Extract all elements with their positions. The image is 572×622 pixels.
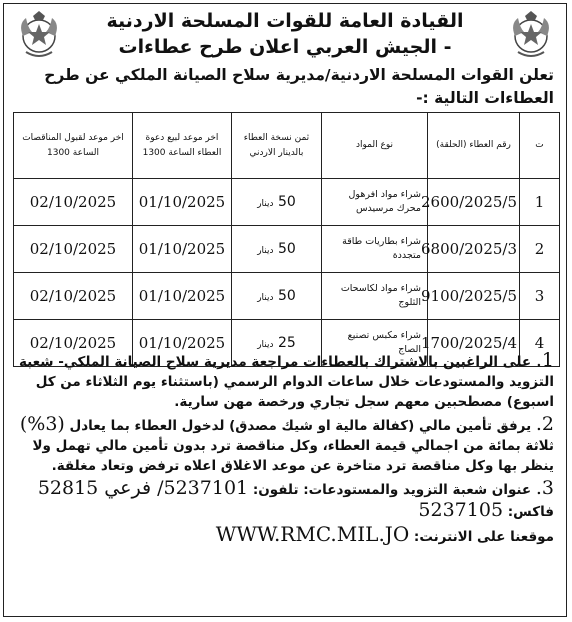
price-unit: دينار [257,199,274,209]
price-unit: دينار [257,293,274,303]
row-material: شراء مكبس تصنيع الصاج [322,320,428,367]
header-bid-number: رقم العطاء (الحلقة) [428,113,520,179]
note-1 [14,350,554,412]
price-value: 25 [277,335,296,351]
price-value: 50 [277,241,296,257]
jordan-armed-forces-emblem [508,10,554,60]
header-price: ثمن نسخة العطاء بالدينار الاردني [232,113,322,179]
note-3-label: عنوان شعبة التزويد والمستودعات: تلفون: [252,482,532,498]
website-link[interactable]: WWW.RMC.MIL.JO [215,522,410,546]
row-material: شراء مواد لكاسحات الثلوج [322,273,428,320]
price-unit: دينار [257,246,274,256]
table-row [14,179,560,226]
row-bid-number: 1700/2025/4 [428,320,520,367]
row-index: 1 [520,179,560,226]
note-1-text: على الراغبين بالاشتراك بالعطاءات مراجعة مديرية سلاح الصيانة الملكي- شعبة التزويد والمستودعات خلال ساعات الدوام الرسمي (باستثناء يوم الثلاثاء من كل اسبوع) مصطحبين معهم سجل تجاري ورخصة مهن سارية. [18,354,554,410]
table-row [14,226,560,273]
advertisement-frame [3,3,567,617]
note-1-number: 1. [535,349,554,371]
note-2-text-a: يرفق تأمين مالي (كفالة مالية او شيك مصدق) لدخول العطاء بما يعادل [69,418,532,434]
table-row [14,273,560,320]
phone-number: 5237101/ فرعي 52815 [37,477,249,499]
price-value: 50 [277,288,296,304]
row-index: 2 [520,226,560,273]
bids-table [13,112,560,367]
row-sale-deadline: 01/10/2025 [133,226,232,273]
price-value: 50 [277,194,296,210]
header-material: نوع المواد [322,113,428,179]
row-accept-deadline: 02/10/2025 [14,320,133,367]
intro-text: تعلن القوات المسلحة الاردنية/مديرية سلاح الصيانة الملكي عن طرح العطاءات التالية :- [44,66,554,107]
website-line [14,524,554,547]
row-accept-deadline: 02/10/2025 [14,273,133,320]
note-3 [14,478,554,522]
note-2 [14,414,554,476]
row-price [232,273,322,320]
jordan-armed-forces-emblem [16,10,62,60]
row-price [232,226,322,273]
row-sale-deadline: 01/10/2025 [133,273,232,320]
row-bid-number: 9100/2025/5 [428,273,520,320]
note-2-text-b: ثلاثة بمائة من اجمالي قيمة العطاء، وكل مناقصة ترد بدون تأمين مالي تهمل ولا ينظر بها وكل مناقصة ترد متاخرة عن موعد الاغلاق اعلاه ترفض وتعاد مغلقة. [32,438,554,474]
row-bid-number: 2600/2025/5 [428,179,520,226]
price-unit: دينار [257,340,274,350]
table-header-row [14,113,560,179]
row-bid-number: 6800/2025/3 [428,226,520,273]
notes-section [14,350,554,549]
note-2-percent: (3%) [19,413,65,435]
header-subtitle: - الجيش العربي اعلان طرح عطاءات [118,36,452,58]
header-index: ت [520,113,560,179]
fax-number: 5237105 [418,499,504,521]
note-2-number: 2. [535,413,554,435]
header-accept-deadline: اخر موعد لقبول المناقصات الساعة 1300 [14,113,133,179]
header-title: القيادة العامة للقوات المسلحة الاردنية [106,10,464,32]
announcement-header [68,8,502,60]
row-sale-deadline: 01/10/2025 [133,320,232,367]
row-accept-deadline: 02/10/2025 [14,179,133,226]
row-price [232,179,322,226]
row-accept-deadline: 02/10/2025 [14,226,133,273]
fax-label: فاكس: [507,504,554,520]
row-sale-deadline: 01/10/2025 [133,179,232,226]
header-sale-deadline: اخر موعد لبيع دعوة العطاء الساعة 1300 [133,113,232,179]
row-index: 3 [520,273,560,320]
row-material: شراء بطاريات طاقة متجددة [322,226,428,273]
note-3-number: 3. [535,477,554,499]
row-material: شراء مواد افرهول محرك مرسيدس [322,179,428,226]
row-index: 4 [520,320,560,367]
website-label: موقعنا على الانترنت: [413,529,554,545]
